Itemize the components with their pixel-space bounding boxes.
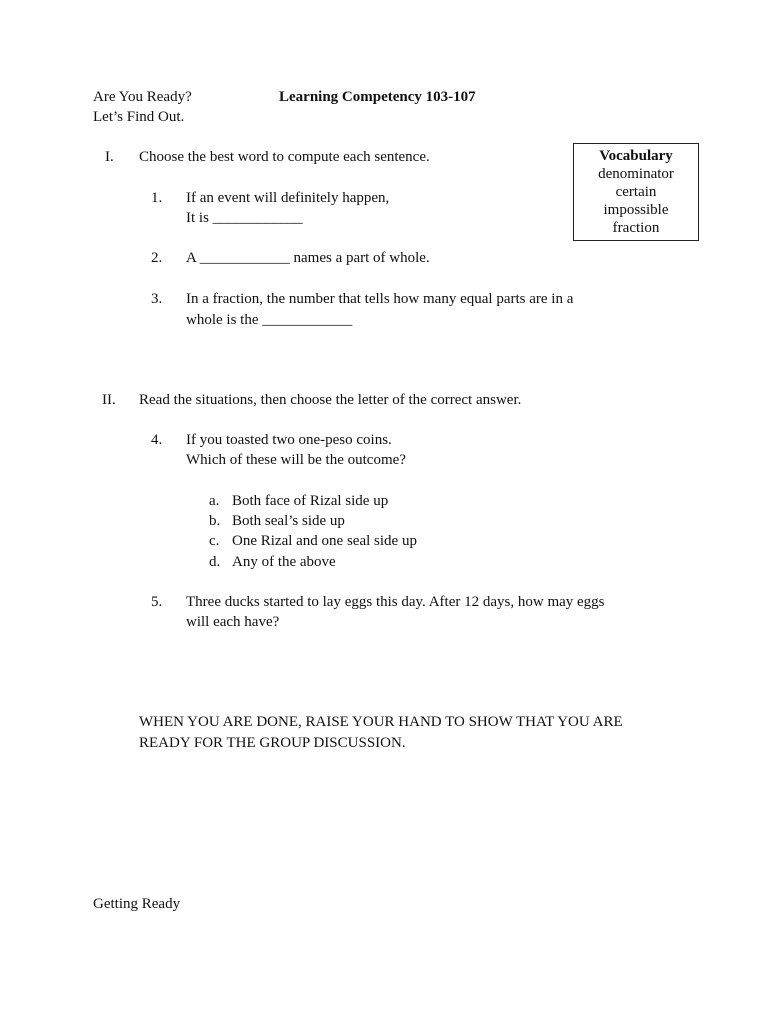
section2-instruction: Read the situations, then choose the letter of the correct answer. [139,392,522,408]
item-number: 5. [151,594,163,610]
item-text: It is ____________ [186,210,303,226]
item-number: 4. [151,432,163,448]
item-text: In a fraction, the number that tells how many equal parts are in a [186,291,574,307]
item-text: A ____________ names a part of whole. [186,250,430,266]
page-title: Learning Competency 103-107 [279,89,476,105]
vocabulary-word: impossible [603,202,669,218]
section2-numeral: II. [102,392,116,408]
item-number: 1. [151,190,163,206]
section1-instruction: Choose the best word to compute each sentence. [139,149,430,165]
choice-text: One Rizal and one seal side up [232,533,417,549]
header-left-line1: Are You Ready? [93,89,192,105]
item-text: Which of these will be the outcome? [186,452,406,468]
item-text: If an event will definitely happen, [186,190,390,206]
closing-instruction: READY FOR THE GROUP DISCUSSION. [139,735,406,751]
choice-text: Both face of Rizal side up [232,493,389,509]
footer-heading: Getting Ready [93,896,181,912]
choice-letter: b. [209,513,221,529]
vocabulary-word: denominator [598,166,674,182]
choice-letter: d. [209,554,221,570]
choice-letter: c. [209,533,220,549]
item-number: 3. [151,291,163,307]
vocabulary-box [573,143,699,241]
item-text: If you toasted two one-peso coins. [186,432,392,448]
header-left-line2: Let’s Find Out. [93,109,185,125]
choice-letter: a. [209,493,220,509]
choice-text: Any of the above [232,554,336,570]
item-text: Three ducks started to lay eggs this day. After 12 days, how may eggs [186,594,605,610]
item-text: whole is the ____________ [186,312,353,328]
item-text: will each have? [186,614,280,630]
item-number: 2. [151,250,163,266]
vocabulary-word: fraction [612,220,660,236]
vocabulary-word: certain [615,184,657,200]
section1-numeral: I. [105,149,114,165]
choice-text: Both seal’s side up [232,513,345,529]
closing-instruction: WHEN YOU ARE DONE, RAISE YOUR HAND TO SHOW THAT YOU ARE [139,714,623,730]
vocabulary-title: Vocabulary [599,148,673,164]
